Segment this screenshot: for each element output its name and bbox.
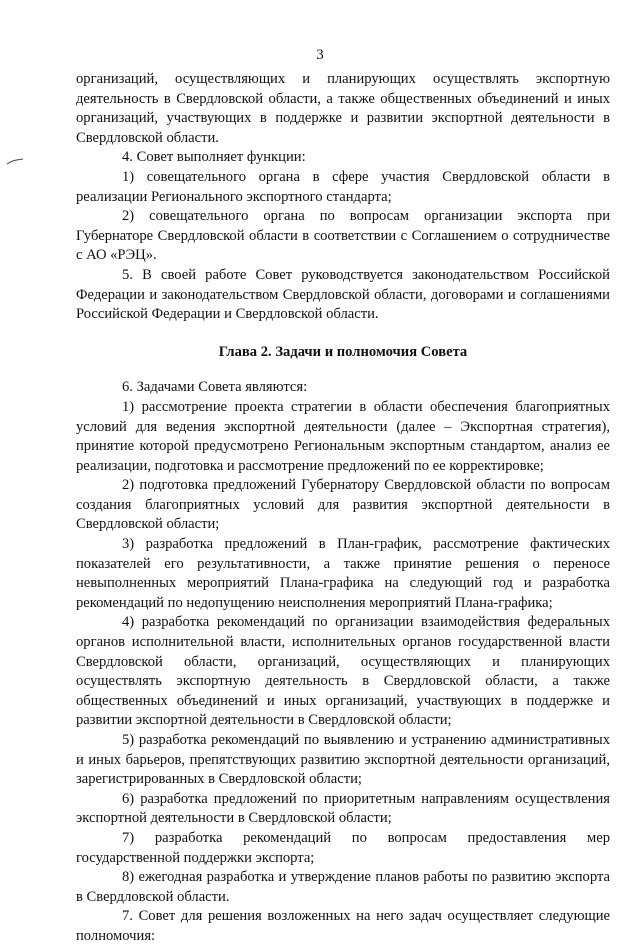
clause-6-item-7: 7) разработка рекомендаций по вопросам предоставления мер государственной поддержки экспорта; bbox=[76, 829, 610, 866]
clause-4-item-2: 2) совещательного органа по вопросам организации экспорта при Губернаторе Свердловской области в соответствии с Соглашением о сотрудничестве с АО «РЭЦ». bbox=[76, 208, 610, 264]
clause-6-item-6: 6) разработка предложений по приоритетным направлениям осуществления экспортной деятельности в Свердловской области; bbox=[76, 790, 610, 827]
clause-4: 4. Совет выполняет функции: bbox=[122, 149, 306, 166]
clause-6-item-3: 3) разработка предложений в План-график, рассмотрение фактических показателей его результативности, а также принятие решения о переносе невыполненных мероприятий Плана-графика на следующий год и разработка рекомендаций по недопущению неисполнения мероприятий Плана-графика; bbox=[76, 536, 610, 611]
clause-6-item-4: 4) разработка рекомендаций по организации взаимодействия федеральных органов исполнительной власти, исполнительных органов государственной власти Свердловской области, организаций, осуществляющих и планирующих осуществлять экспортную деятельность в Свердловской области, а также общественных объединений и иных организаций, участвующих в поддержке и развитии экспортной деятельности в Свердловской области; bbox=[76, 614, 610, 729]
clause-5: 5. В своей работе Совет руководствуется законодательством Российской Федерации и законодательством Свердловской области, договорами и соглашениями Российской Федерации и Свердловской области. bbox=[76, 266, 610, 323]
clause-6-item-5: 5) разработка рекомендаций по выявлению и устранению административных и иных барьеров, препятствующих развитию экспортной деятельности организаций, зарегистрированных в Свердловской области; bbox=[76, 732, 610, 788]
clause-4-item-1: 1) совещательного органа в сфере участия Свердловской области в реализации Регионального экспортного стандарта; bbox=[76, 168, 610, 205]
clause-6-item-2: 2) подготовка предложений Губернатору Свердловской области по вопросам создания благоприятных условий для развития экспортной деятельности в Свердловской области; bbox=[76, 477, 610, 533]
clause-6-item-1: 1) рассмотрение проекта стратегии в области обеспечения благоприятных условий для ведения экспортной деятельности (далее – Экспортная стратегия), принятие которой предусмотрено Региональным экспортным стандартом, анализ ее реализации, подготовка и рассмотрение предложений по ее корректировке; bbox=[76, 398, 610, 474]
paragraph-continuation: организаций, осуществляющих и планирующих осуществлять экспортную деятельность в Свердловской области, а также общественных объединений и иных организаций, участвующих в поддержке и развитии экспортной деятельности в Свердловской области. bbox=[76, 71, 610, 146]
clause-7: 7. Совет для решения возложенных на него задач осуществляет следующие полномочия: bbox=[76, 908, 610, 944]
document-body bbox=[76, 70, 610, 947]
margin-pen-mark bbox=[6, 158, 24, 166]
clause-6: 6. Задачами Совета являются: bbox=[122, 379, 308, 396]
page-number: 3 bbox=[316, 47, 324, 63]
clause-6-item-8: 8) ежегодная разработка и утверждение планов работы по развитию экспорта в Свердловской области. bbox=[76, 869, 610, 905]
chapter-2-heading: Глава 2. Задачи и полномочия Совета bbox=[218, 343, 468, 360]
